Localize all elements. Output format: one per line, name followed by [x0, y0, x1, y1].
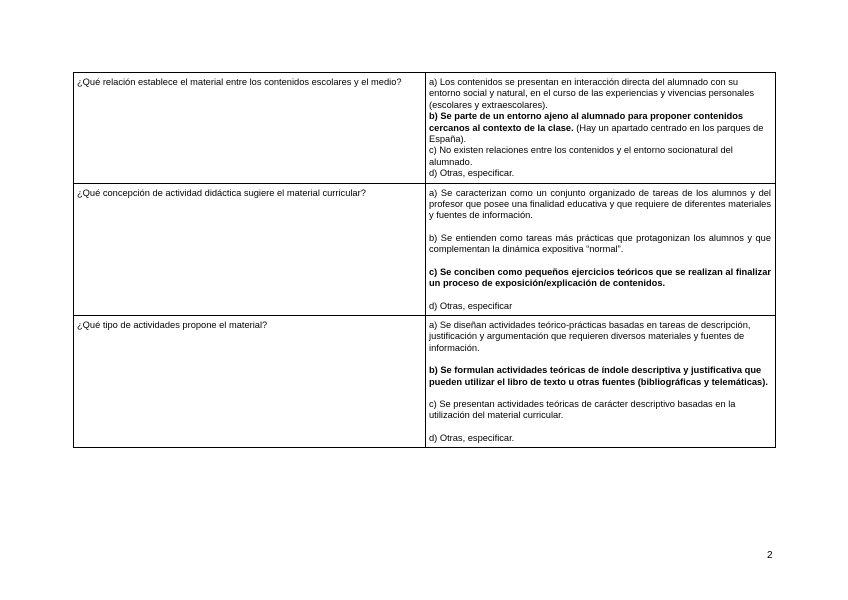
question-text: ¿Qué tipo de actividades propone el material?	[77, 319, 268, 330]
page-number: 2	[767, 550, 773, 561]
option-b	[429, 111, 771, 145]
option-b-note: (Hay un apartado centrado en los parques de España).	[429, 122, 764, 145]
question-cell	[74, 315, 426, 447]
option-d: d) Otras, especificar.	[429, 168, 515, 179]
option-b-bold-text: b) Se parte de un entorno ajeno al alumnado para proponer contenidos cercanos al contexto de la clase.	[429, 111, 744, 133]
table-row	[74, 73, 776, 184]
question-text: ¿Qué concepción de actividad didáctica sugiere el material curricular?	[77, 187, 366, 198]
option-b: b) Se formulan actividades teóricas de índole descriptiva y justificativa que pueden utilizar el libro de texto u otras fuentes (bibliográficas y telemáticas).	[429, 365, 768, 387]
option-c: c) Se presentan actividades teóricas de carácter descriptivo basadas en la utilización del material curricular.	[429, 398, 736, 421]
option-c: c) Se conciben como pequeños ejercicios teóricos que se realizan al finalizar un proceso de exposición/explicación de contenidos.	[429, 266, 771, 289]
option-d: d) Otras, especificar.	[429, 432, 515, 443]
option-d: d) Otras, especificar	[429, 300, 513, 311]
answer-cell	[426, 183, 776, 315]
question-cell	[74, 183, 426, 315]
option-a: a) Los contenidos se presentan en interacción directa del alumnado con su entorno social y natural, en el curso de las experiencias y vivencias personales (escolares y extraescolares).	[429, 77, 755, 110]
answer-cell	[426, 73, 776, 184]
option-c: c) No existen relaciones entre los contenidos y el entorno socionatural del alumnado.	[429, 145, 733, 167]
option-a: a) Se caracterizan como un conjunto organizado de tareas de los alumnos y del profesor que posee una finalidad educativa y que requiere de diferentes materiales y fuentes de información.	[429, 187, 771, 221]
questionnaire-table	[73, 72, 776, 448]
question-text: ¿Qué relación establece el material entre los contenidos escolares y el medio?	[77, 77, 402, 87]
answer-cell	[426, 315, 776, 447]
table-row	[74, 183, 776, 315]
option-a: a) Se diseñan actividades teórico-prácticas basadas en tareas de descripción, justificación y argumentación que requieren diversos materiales y fuentes de información.	[429, 319, 751, 353]
question-cell	[74, 73, 426, 184]
table-row	[74, 315, 776, 447]
option-b: b) Se entienden como tareas más prácticas que protagonizan los alumnos y que complementan la dinámica expositiva “normal”.	[429, 232, 771, 255]
